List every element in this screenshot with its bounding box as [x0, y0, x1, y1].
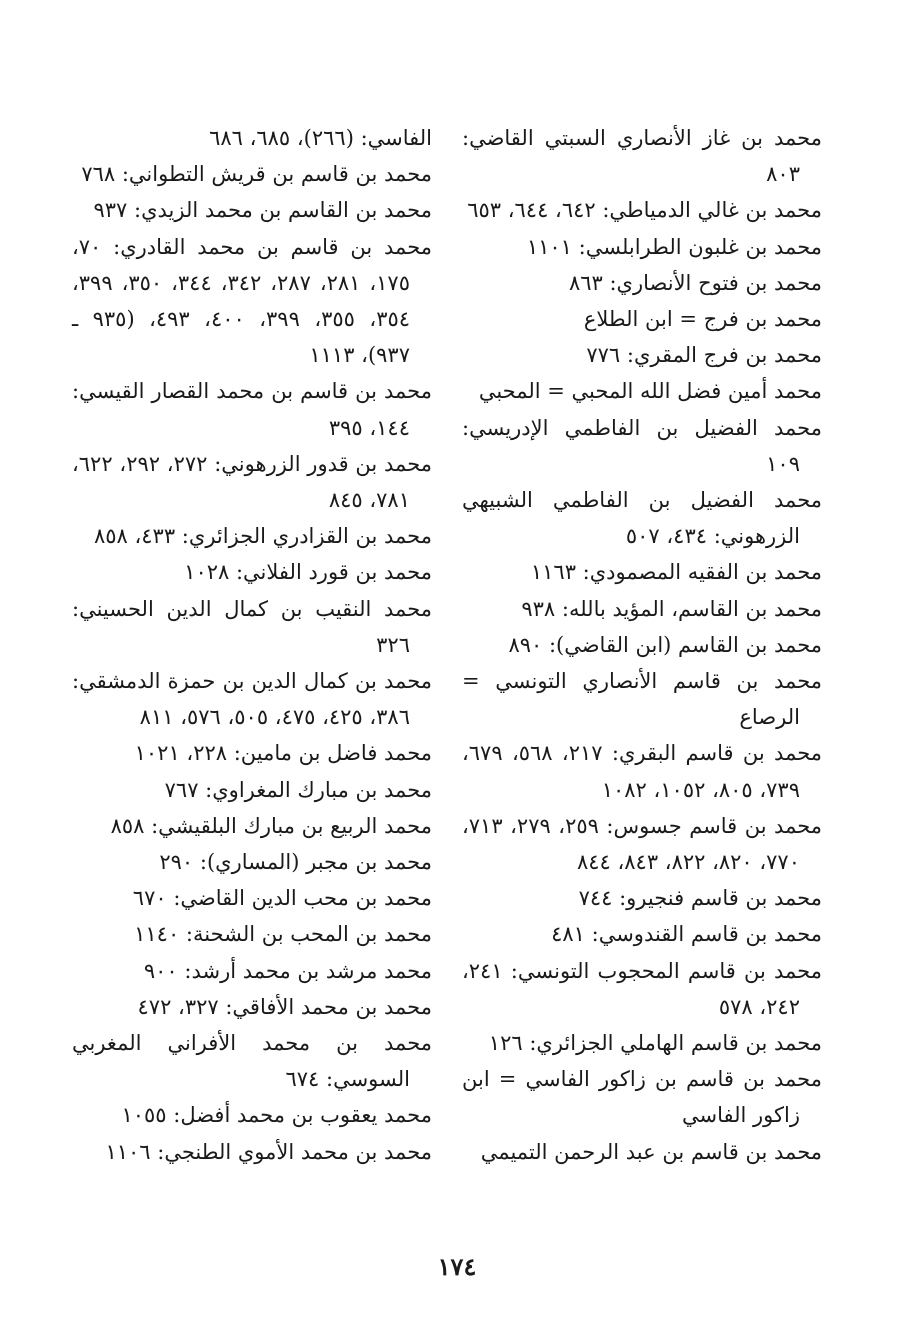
index-entry: محمد بن قاسم بن زاكور الفاسي = ابن زاكور الفاسي: [462, 1067, 822, 1128]
index-entry: محمد بن فتوح الأنصاري: ٨٦٣: [568, 270, 822, 295]
index-entry: محمد بن غالي الدمياطي: ٦٤٢، ٦٤٤، ٦٥٣: [467, 198, 822, 223]
index-entry: محمد بن محمد الأموي الطنجي: ١١٠٦: [105, 1139, 432, 1164]
index-entry: محمد الفضيل بن الفاطمي الشبيهي الزرهوني: ٤٣٤، ٥٠٧: [462, 488, 822, 549]
index-entry: محمد بن قاسم البقري: ٢١٧، ٥٦٨، ٦٧٩، ٧٣٩، ٨٠٥، ١٠٥٢، ١٠٨٢: [462, 741, 823, 802]
index-entry: محمد بن الفقيه المصمودي: ١١٦٣: [530, 560, 822, 585]
index-entry: محمد بن قورد الفلاني: ١٠٢٨: [184, 560, 432, 585]
index-entry: محمد بن فرج المقري: ٧٧٦: [586, 343, 822, 368]
index-entry: محمد الفضيل بن الفاطمي الإدريسي: ١٠٩: [462, 415, 822, 476]
index-entry: محمد بن قاسم بن عبد الرحمن التميمي: [480, 1139, 822, 1164]
index-entry: محمد بن قدور الزرهوني: ٢٧٢، ٢٩٢، ٦٢٢، ٧٨١، ٨٤٥: [72, 451, 433, 513]
index-entry: محمد بن القزادري الجزائري: ٤٣٣، ٨٥٨: [93, 524, 432, 549]
index-entry: محمد بن قاسم القندوسي: ٤٨١: [551, 922, 822, 947]
index-entry: محمد الربيع بن مبارك البلقيشي: ٨٥٨: [110, 813, 432, 838]
index-entry: محمد بن قاسم فنجيرو: ٧٤٤: [578, 886, 822, 911]
page-number: ١٧٤: [437, 1252, 477, 1281]
index-entry: محمد يعقوب بن محمد أفضل: ١٠٥٥: [121, 1103, 432, 1128]
index-entry: محمد بن قاسم الهاملي الجزائري: ١٢٦: [488, 1031, 822, 1056]
index-entry: محمد فاضل بن مامين: ٢٢٨، ١٠٢١: [134, 741, 432, 766]
index-entry: محمد بن قاسم الأنصاري التونسي = الرصاع: [462, 669, 822, 730]
index-column-right: [462, 120, 822, 1170]
index-entry: محمد بن كمال الدين بن حمزة الدمشقي: ٣٨٦، ٤٢٥، ٤٧٥، ٥٠٥، ٥٧٦، ٨١١: [72, 669, 432, 730]
index-entry: الفاسي: (٢٦٦)، ٦٨٥، ٦٨٦: [209, 126, 432, 150]
index-entry: محمد بن قاسم بن محمد القصار القيسي: ١٤٤، ٣٩٥: [72, 379, 432, 440]
index-entry: محمد بن فرج = ابن الطلاع: [583, 307, 822, 332]
index-entry: محمد بن القاسم (ابن القاضي): ٨٩٠: [508, 632, 822, 657]
index-entry: محمد بن قاسم بن قريش التطواني: ٧٦٨: [81, 162, 432, 187]
index-entry: محمد مرشد بن محمد أرشد: ٩٠٠: [143, 958, 432, 983]
index-entry: محمد أمين فضل الله المحبي = المحبي: [478, 379, 822, 404]
index-entry: محمد بن قاسم بن محمد القادري: ٧٠، ١٧٥، ٢٨١، ٢٨٧، ٣٤٢، ٣٤٤، ٣٥٠، ٣٩٩، ٣٥٤، ٣٥٥، ٣٩٩، ٤٠٠، ٤٩٣، (٩٣٥ ـ ٩٣٧)، ١١١٣: [72, 234, 432, 368]
index-entry: محمد بن قاسم المحجوب التونسي: ٢٤١، ٢٤٢، ٥٧٨: [462, 958, 822, 1019]
index-entry: محمد بن محب الدين القاضي: ٦٧٠: [132, 886, 432, 911]
index-entry: محمد بن قاسم جسوس: ٢٥٩، ٢٧٩، ٧١٣، ٧٧٠، ٨٢٠، ٨٢٢، ٨٤٣، ٨٤٤: [462, 813, 823, 875]
index-entry: محمد بن القاسم، المؤيد بالله: ٩٣٨: [521, 596, 822, 621]
index-entry: محمد بن محمد الأفراني المغربي السوسي: ٦٧٤: [72, 1031, 432, 1092]
index-entry: محمد بن غلبون الطرابلسي: ١١٠١: [526, 234, 822, 259]
index-entry: محمد بن مجبر (المساري): ٢٩٠: [159, 850, 432, 875]
index-column-left: [72, 120, 432, 1170]
index-entry: محمد بن محمد الأفاقي: ٣٢٧، ٤٧٢: [137, 994, 432, 1019]
index-entry: محمد بن القاسم بن محمد الزيدي: ٩٣٧: [93, 198, 432, 223]
index-entry: محمد بن مبارك المغراوي: ٧٦٧: [164, 777, 432, 802]
index-entry: محمد النقيب بن كمال الدين الحسيني: ٣٢٦: [72, 596, 432, 657]
index-entry: محمد بن غاز الأنصاري السبتي القاضي: ٨٠٣: [462, 126, 822, 187]
index-entry: محمد بن المحب بن الشحنة: ١١٤٠: [134, 922, 432, 947]
